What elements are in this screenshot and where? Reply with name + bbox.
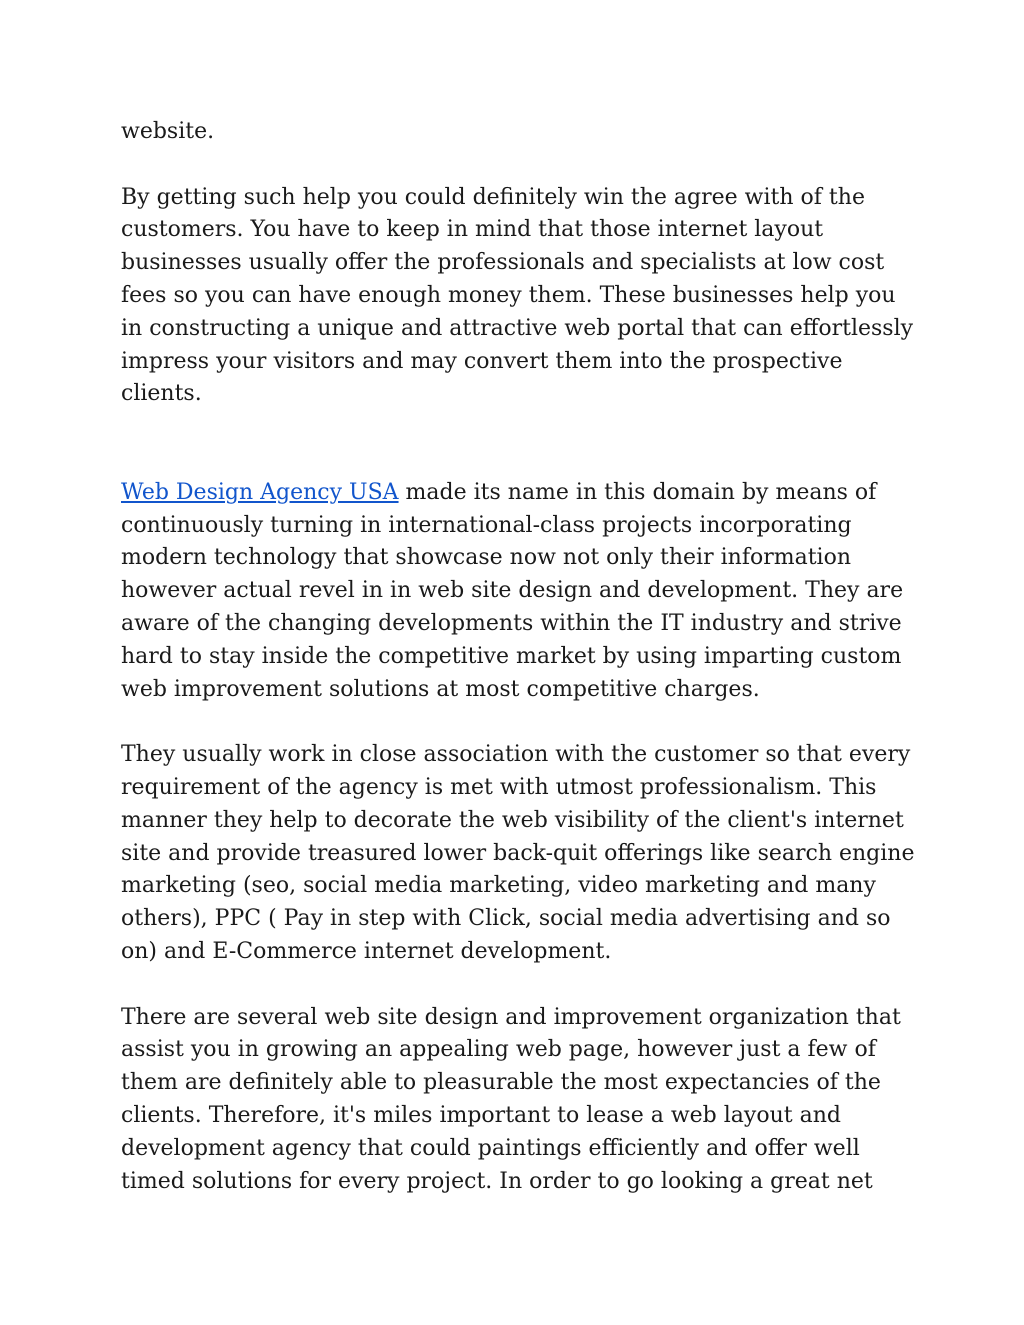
paragraph-spacer	[121, 706, 921, 739]
paragraph-spacer	[121, 149, 921, 182]
web-design-agency-link[interactable]: Web Design Agency USA	[121, 479, 399, 505]
paragraph-2: By getting such help you could definitely win the agree with of the customers. You have to keep in mind that those internet layout businesses usually offer the professionals and specialists at low cost fees so you can have enough money them. These businesses help you in constructing a unique and attractive web portal that can effortlessly impress your visitors and may convert them into the prospective clients.	[121, 184, 914, 407]
paragraph-3-text: made its name in this domain by means of continuously turning in international-class projects incorporating modern technology that showcase now not only their information however actual revel in in web site design and development. They are aware of the changing developments within the IT industry and strive hard to stay inside the competitive market by using imparting custom web improvement solutions at most competitive charges.	[121, 479, 904, 702]
paragraph-1: website.	[121, 119, 215, 144]
paragraph-4: They usually work in close association with the customer so that every requirement of the agency is met with utmost professionalism. This manner they help to decorate the web visibility of the client's internet site and provide treasured lower back-quit offerings like search engine marketing (seo, social media marketing, video marketing and many others), PPC ( Pay in step with Click, social media advertising and so on) and E-Commerce internet development.	[121, 742, 915, 964]
paragraph-spacer	[121, 411, 921, 477]
paragraph-3	[121, 477, 921, 707]
paragraph-spacer	[121, 969, 921, 1002]
paragraph-5: There are several web site design and improvement organization that assist you in growing an appealing web page, however just a few of them are definitely able to pleasurable the most expectancies of the clients. Therefore, it's miles important to lease a web layout and development agency that could paintings efficiently and offer well timed solutions for every project. In order to go looking a great net	[121, 1004, 901, 1194]
document-page	[121, 116, 921, 1198]
